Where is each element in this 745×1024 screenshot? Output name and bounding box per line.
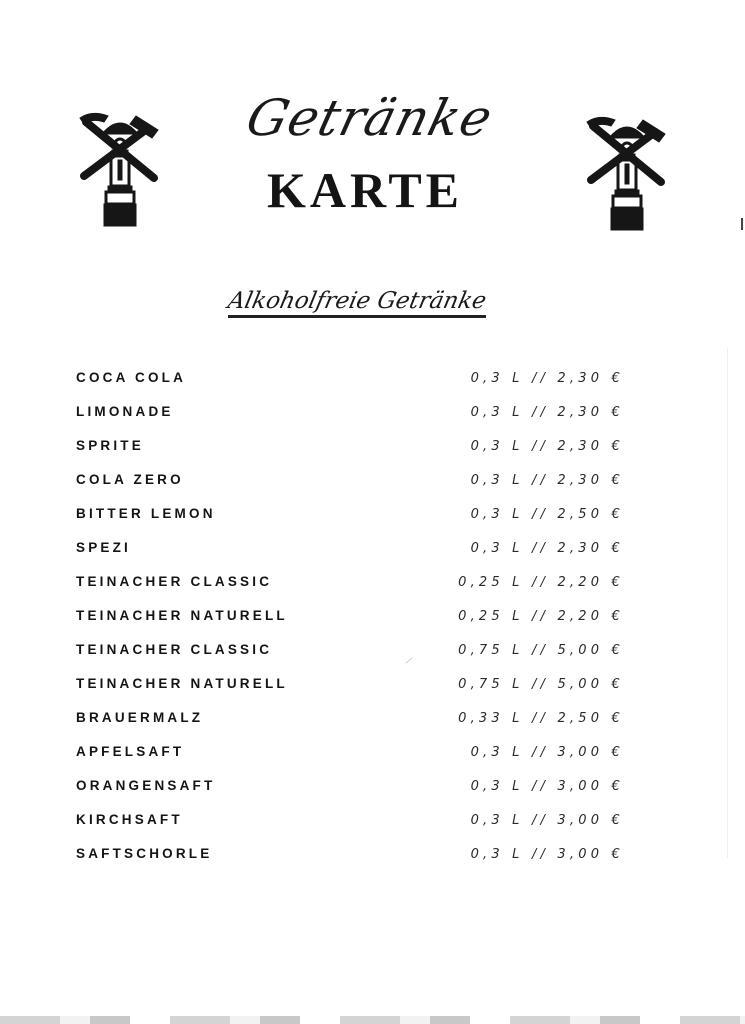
- item-price: 0,3 L // 2,30 €: [470, 473, 624, 488]
- item-name: TEINACHER NATURELL: [76, 675, 288, 691]
- item-price: 0,3 L // 2,50 €: [470, 507, 624, 522]
- menu-row: [76, 394, 636, 428]
- page-crease: [727, 348, 728, 858]
- menu-row: [76, 802, 636, 836]
- menu-row: [76, 496, 636, 530]
- item-name: SAFTSCHORLE: [76, 845, 213, 861]
- item-name: COCA COLA: [76, 369, 187, 385]
- item-price: 0,25 L // 2,20 €: [458, 609, 624, 624]
- menu-row: [76, 530, 636, 564]
- scan-bottom-edge: [0, 1016, 745, 1024]
- item-price: 0,3 L // 3,00 €: [470, 847, 624, 862]
- menu-row: [76, 768, 636, 802]
- menu-row: [76, 598, 636, 632]
- item-price: 0,33 L // 2,50 €: [458, 711, 624, 726]
- item-name: ORANGENSAFT: [76, 777, 216, 793]
- drinks-list: [76, 360, 636, 870]
- menu-row: [76, 360, 636, 394]
- item-price: 0,3 L // 2,30 €: [470, 371, 624, 386]
- item-name: TEINACHER NATURELL: [76, 607, 288, 623]
- menu-row: [76, 700, 636, 734]
- item-price: 0,3 L // 2,30 €: [470, 541, 624, 556]
- miner-lamp-hammer-pick-icon: [585, 112, 669, 242]
- item-name: APFELSAFT: [76, 743, 185, 759]
- item-name: SPEZI: [76, 539, 132, 555]
- item-price: 0,25 L // 2,20 €: [458, 575, 624, 590]
- item-name: COLA ZERO: [76, 471, 184, 487]
- item-name: TEINACHER CLASSIC: [76, 573, 273, 589]
- item-name: BRAUERMALZ: [76, 709, 204, 725]
- item-name: BITTER LEMON: [76, 505, 216, 521]
- menu-row: [76, 734, 636, 768]
- item-price: 0,3 L // 3,00 €: [470, 745, 624, 760]
- item-name: LIMONADE: [76, 403, 174, 419]
- main-title: KARTE: [266, 162, 464, 218]
- item-name: SPRITE: [76, 437, 144, 453]
- item-price: 0,3 L // 2,30 €: [470, 439, 624, 454]
- script-title: Getränke: [240, 89, 499, 147]
- menu-row: [76, 836, 636, 870]
- item-price: 0,75 L // 5,00 €: [458, 643, 624, 658]
- menu-row: [76, 462, 636, 496]
- menu-row: [76, 564, 636, 598]
- item-name: TEINACHER CLASSIC: [76, 641, 273, 657]
- menu-row: [76, 666, 636, 700]
- item-price: 0,3 L // 3,00 €: [470, 813, 624, 828]
- section-heading: Alkoholfreie Getränke: [225, 288, 489, 314]
- scan-edge-mark: [741, 218, 743, 230]
- menu-row: [76, 428, 636, 462]
- section-heading-underline: [228, 315, 486, 318]
- item-price: 0,75 L // 5,00 €: [458, 677, 624, 692]
- item-name: KIRCHSAFT: [76, 811, 183, 827]
- item-price: 0,3 L // 3,00 €: [470, 779, 624, 794]
- menu-row: [76, 632, 636, 666]
- item-price: 0,3 L // 2,30 €: [470, 405, 624, 420]
- miner-lamp-hammer-pick-icon: [78, 108, 162, 238]
